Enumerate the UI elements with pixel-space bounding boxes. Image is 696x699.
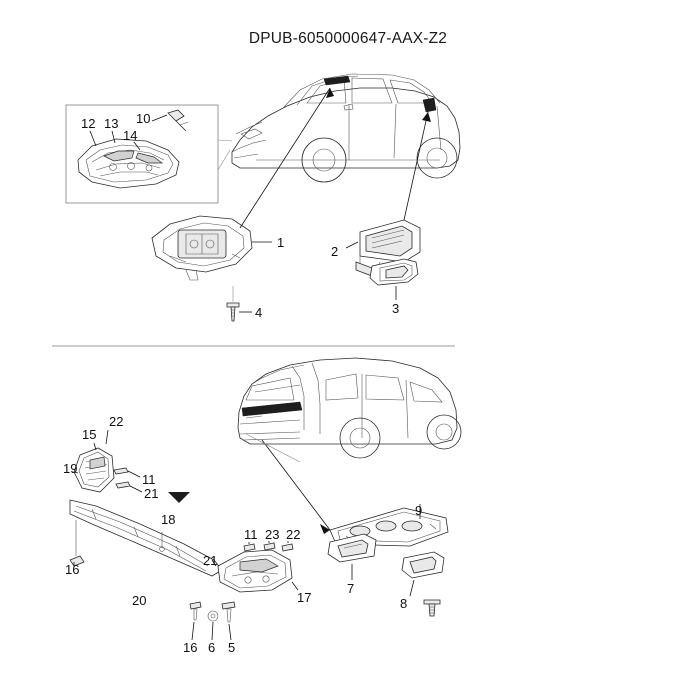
callout-16-beam: 16 xyxy=(65,562,80,577)
callout-14: 14 xyxy=(123,128,138,143)
license-lamp-part-7 xyxy=(328,534,376,580)
callout-4: 4 xyxy=(255,305,263,320)
callout-1: 1 xyxy=(277,235,285,250)
callout-6: 6 xyxy=(208,640,216,655)
callout-22-reflector: 22 xyxy=(109,414,124,429)
callout-7: 7 xyxy=(347,581,355,596)
callout-11-reflector: 11 xyxy=(142,472,156,487)
screw-part-4 xyxy=(227,286,252,321)
callout-11-lamp: 11 xyxy=(244,527,258,542)
rear-combination-lamp-part-17 xyxy=(168,492,301,640)
callout-21-reflector: 21 xyxy=(144,486,159,501)
callout-9: 9 xyxy=(415,503,423,518)
callout-10: 10 xyxy=(136,111,151,126)
front-vehicle-illustration xyxy=(232,74,460,182)
lamp-mount-part-8 xyxy=(402,552,444,616)
callout-16-lamp: 16 xyxy=(183,640,198,655)
rear-bumper-bracket-part-20 xyxy=(70,500,222,576)
callout-23: 23 xyxy=(265,527,280,542)
callout-12: 12 xyxy=(81,116,96,131)
callout-15: 15 xyxy=(82,427,97,442)
callout-18: 18 xyxy=(161,512,176,527)
interior-lamp-part-3 xyxy=(370,259,418,300)
callout-3: 3 xyxy=(392,301,400,316)
callout-17: 17 xyxy=(297,590,312,605)
callout-21-lamp: 21 xyxy=(203,553,218,568)
callout-13: 13 xyxy=(104,116,119,131)
callout-20: 20 xyxy=(132,593,147,608)
callout-19: 19 xyxy=(63,461,78,476)
control-module-part-2 xyxy=(346,112,431,276)
callout-2: 2 xyxy=(331,244,339,259)
callout-5: 5 xyxy=(228,640,236,655)
callout-8: 8 xyxy=(400,596,408,611)
page-title: DPUB-6050000647-AAX-Z2 xyxy=(248,30,448,47)
callout-22-lamp: 22 xyxy=(286,527,301,542)
rear-vehicle-illustration xyxy=(238,358,461,458)
